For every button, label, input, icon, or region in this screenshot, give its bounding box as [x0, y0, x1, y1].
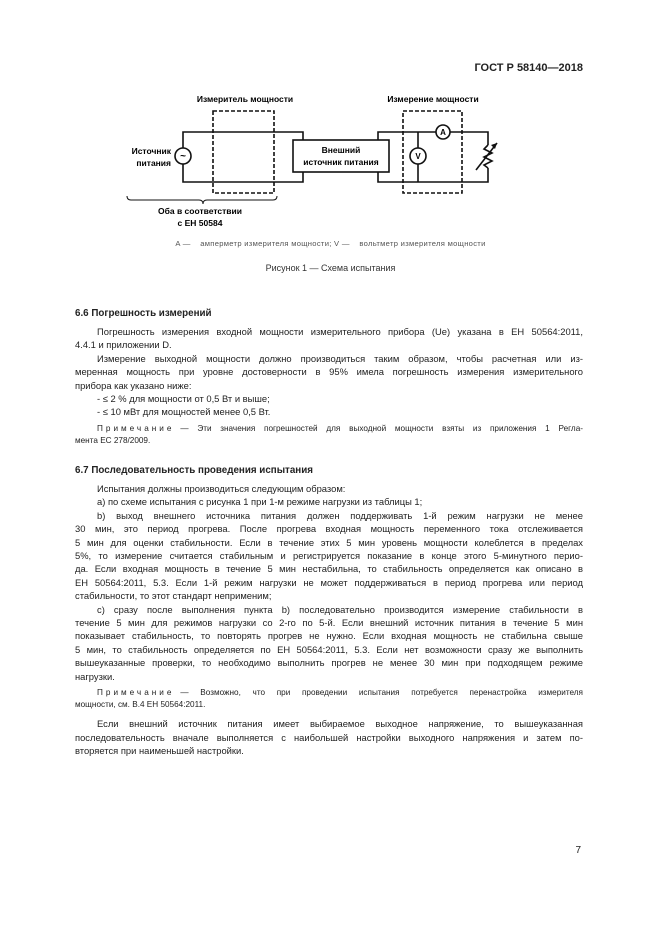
page-number: 7 [575, 845, 581, 856]
text-line: да. Если входная мощность в течение 5 мин нестабильна, то стабильность определяется как описано в [75, 563, 583, 575]
bullet-item: - ≤ 10 мВт для мощностей менее 0,5 Вт. [97, 406, 271, 418]
external-source-label-1: Внешний [321, 145, 361, 155]
source-label-2: питания [136, 158, 171, 168]
external-source-label-2: источник питания [303, 157, 379, 167]
text-line: показывает стабильность, то повторять прогрев не нужно. Если входная мощность не стабильна свыше [75, 630, 583, 642]
list-item-b: b) выход внешнего источника питания должен поддерживать 1-й режим нагрузки не менее [97, 509, 583, 521]
note-text: мента ЕС 278/2009. [75, 435, 151, 445]
right-loop-top-wire [378, 132, 436, 140]
text-line: вышеуказанные проверки, то необходимо выполнить прогрев не менее 30 мин при подходящем режиме [75, 657, 583, 669]
note-label: Примечание [97, 688, 175, 698]
standard-header: ГОСТ Р 58140—2018 [474, 62, 583, 74]
section-6-6-title: 6.6 Погрешность измерений [75, 308, 212, 319]
text-line: 5 мин для оценки стабильности. Если в течение этих 5 мин уровень мощности колеблется в пределах [75, 536, 583, 548]
right-loop-bottom-wire [378, 168, 488, 182]
note-text: мощности, см. В.4 ЕН 50564:2011. [75, 700, 206, 710]
section-6-6-body [75, 325, 583, 447]
both-label-2: с ЕН 50584 [177, 218, 223, 228]
text-line: стабильности, то этот стандарт неприменим; [75, 590, 272, 602]
figure-caption: Рисунок 1 — Схема испытания [265, 263, 396, 273]
variable-resistor-icon [484, 145, 492, 168]
figure-legend: A — амперметр измерителя мощности; V — вольтметр измерителя мощности [175, 239, 486, 248]
note-text: — Возможно, что при проведении испытания потребуется перенастройка измерителя [180, 688, 583, 698]
text-line: нагрузки. [75, 670, 115, 682]
voltmeter-label: V [415, 152, 421, 161]
text-line: Если внешний источник питания имеет выбираемое выходное напряжение, то вышеуказанная [97, 718, 583, 730]
power-meter-dashed-box [213, 111, 274, 193]
test-circuit-diagram [0, 0, 661, 300]
note-text: — Эти значения погрешностей для выходной мощности взяты из приложения 1 Регла- [180, 423, 583, 433]
power-measurement-label: Измерение мощности [387, 94, 479, 104]
list-item-c: c) сразу после выполнения пункта b) последовательно производится измерение стабильности в [97, 603, 583, 615]
left-loop-bottom-wire [183, 164, 303, 182]
text-line: Погрешность измерения входной мощности измерительного прибора (Ue) указана в ЕН 50564:2011, [97, 326, 583, 337]
text-line: последовательность вначале выполняется с наибольшей настройки выходного напряжения и затем по- [75, 731, 583, 743]
text-line: меренная мощность при уровне достоверности в 95% имела погрешность измерения измерительного [75, 366, 583, 378]
text-line: Измерение выходной мощности должно производиться таким образом, чтобы расчетная или из- [97, 352, 583, 364]
text-line: 5 мин, то стабильность определяется по ЕН 50564:2011, 5.3. Если нет возможности сразу же выполнить [75, 643, 583, 655]
ammeter-label: A [440, 128, 446, 137]
section-6-7-body [75, 482, 583, 757]
ac-symbol: ~ [180, 151, 186, 162]
text-line: ЕН 50564:2011, 5.3. Если 1-й режим нагрузки не может поддерживаться в период прогрева или период [75, 576, 583, 588]
text-line: течение 5 мин для режимов нагрузки со 2-го по 5-й. Если внешний источник питания в течение 5 мин [75, 617, 583, 629]
text-line: 4.4.1 и приложении D. [75, 339, 172, 351]
both-label-1: Оба в соответствии [158, 206, 242, 216]
note-label: Примечание [97, 423, 175, 433]
text-line: прибора как указано ниже: [75, 379, 192, 391]
section-6-7-title: 6.7 Последовательность проведения испытания [75, 465, 313, 476]
left-loop-top-wire [183, 132, 303, 148]
power-meter-label: Измеритель мощности [196, 94, 294, 104]
list-item-a: a) по схеме испытания с рисунка 1 при 1-м режиме нагрузки из таблицы 1; [97, 496, 423, 508]
text-line: 5%, то измерение считается стабильным и регистрируется показание в конце этого 5-минутного перио- [75, 550, 583, 562]
bullet-item: - ≤ 2 % для мощности от 0,5 Вт и выше; [97, 393, 270, 405]
text-line: вторяется при наименьшей настройки. [75, 744, 244, 756]
source-label-1: Источник [131, 146, 171, 156]
text-line: Испытания должны производиться следующим образом: [97, 483, 346, 494]
text-line: 30 мин, это период прогрева. После прогрева входная мощность переменного тока отслеживается [75, 523, 583, 535]
brace [127, 196, 277, 204]
